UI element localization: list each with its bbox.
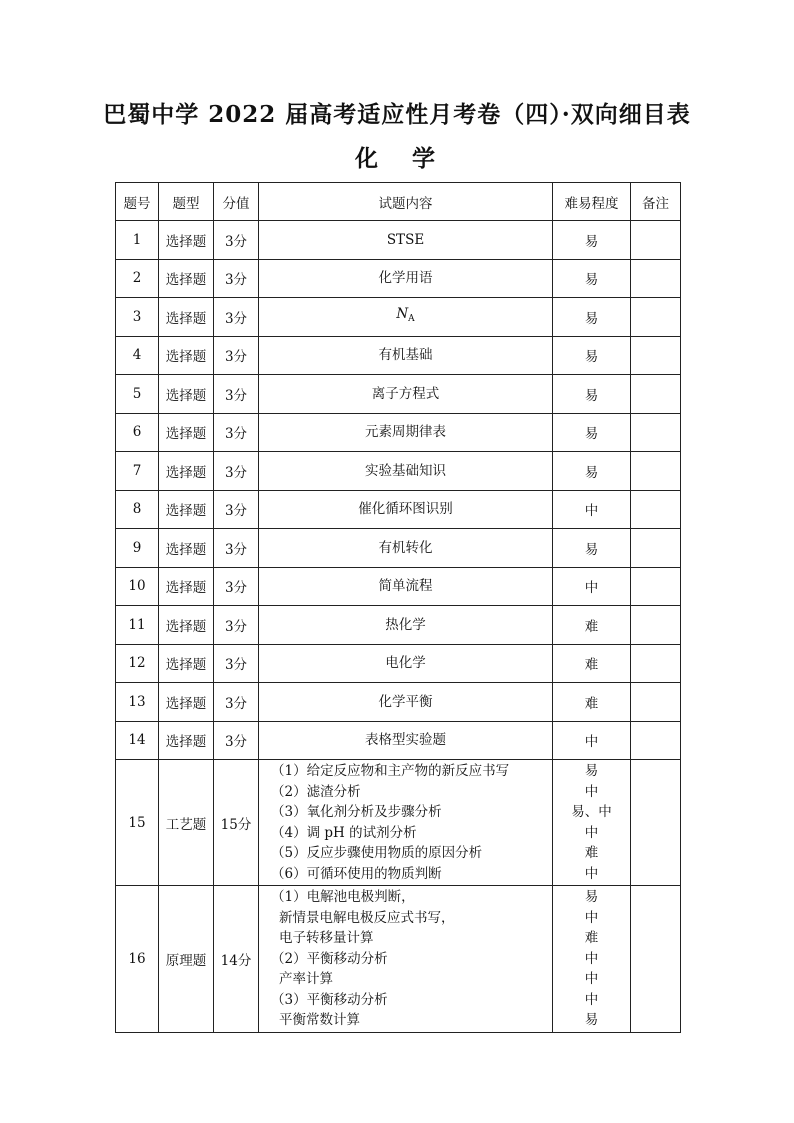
cell-num: 3 [116,298,159,337]
content-line: （3）平衡移动分析 [271,991,388,1008]
cell-num: 7 [116,452,159,491]
cell-num: 5 [116,375,159,414]
header-type: 题型 [159,183,214,221]
cell-level: 易 [553,336,631,375]
level-line: 中 [584,909,599,926]
cell-type: 选择题 [159,529,214,568]
table-row [116,886,681,1033]
content-line: （4）调 pH 的试剂分析 [271,824,417,841]
cell-num: 15 [116,760,159,886]
cell-content: 离子方程式 [259,375,553,414]
cell-num: 14 [116,721,159,760]
header-level: 难易程度 [553,183,631,221]
cell-note [631,644,681,683]
cell-content: 化学用语 [259,259,553,298]
cell-type: 选择题 [159,683,214,722]
content-line: （3）氧化剂分析及步骤分析 [271,804,442,820]
cell-score: 3分 [214,644,259,683]
content-line: （1）给定反应物和主产物的新反应书写 [271,763,510,779]
cell-num: 2 [116,259,159,298]
table-row [116,644,681,683]
cell-level: 中 [553,567,631,606]
cell-content: 催化循环图识别 [259,490,553,529]
cell-content: 有机转化 [259,529,553,568]
table-row [116,413,681,452]
cell-note [631,298,681,337]
cell-content: 实验基础知识 [259,452,553,491]
content-line: （2）平衡移动分析 [271,950,388,967]
cell-score: 3分 [214,567,259,606]
cell-content: 化学平衡 [259,683,553,722]
avogadro-symbol: N [396,306,409,322]
cell-level: 易 [553,529,631,568]
table-row [116,490,681,529]
cell-type: 选择题 [159,490,214,529]
table-row [116,221,681,260]
cell-score: 3分 [214,221,259,260]
table-row [116,336,681,375]
cell-note [631,452,681,491]
table-row [116,683,681,722]
content-line: 产率计算 [279,971,333,987]
cell-score: 3分 [214,490,259,529]
cell-score: 3分 [214,413,259,452]
cell-type: 选择题 [159,644,214,683]
cell-level: 中 [553,490,631,529]
cell-note [631,886,681,1033]
cell-score: 15分 [214,760,259,886]
content-line: 电子转移量计算 [279,930,374,946]
cell-note [631,529,681,568]
header-content: 试题内容 [259,183,553,221]
cell-type: 选择题 [159,259,214,298]
cell-level: 易 [553,298,631,337]
cell-type: 选择题 [159,413,214,452]
cell-note [631,413,681,452]
cell-level [553,760,631,886]
table-header-row [116,183,681,221]
level-line: 中 [584,865,599,882]
cell-note [631,375,681,414]
cell-level: 易 [553,413,631,452]
header-note: 备注 [631,183,681,221]
level-line: 难 [584,845,599,861]
cell-type: 选择题 [159,221,214,260]
level-line: 中 [584,950,599,967]
table-row [116,298,681,337]
cell-num: 8 [116,490,159,529]
cell-type: 工艺题 [159,760,214,886]
content-line: （1）电解池电极判断， [271,889,415,905]
level-line: 中 [584,991,599,1008]
cell-note [631,567,681,606]
cell-note [631,221,681,260]
table-row [116,259,681,298]
level-line: 难 [584,930,599,946]
cell-content: 元素周期律表 [259,413,553,452]
document-title: 巴蜀中学 2022 届高考适应性月考卷（四）·双向细目表 [103,101,691,128]
content-line: （2）滤渣分析 [271,783,361,800]
level-line: 易、中 [571,804,612,820]
cell-note [631,336,681,375]
content-line: 平衡常数计算 [279,1012,360,1028]
cell-type: 选择题 [159,375,214,414]
cell-content [259,760,553,886]
cell-content: STSE [259,221,553,260]
cell-level: 难 [553,683,631,722]
cell-num: 6 [116,413,159,452]
cell-score: 3分 [214,529,259,568]
cell-level: 易 [553,375,631,414]
cell-type: 选择题 [159,567,214,606]
header-score: 分值 [214,183,259,221]
cell-num: 13 [116,683,159,722]
cell-num: 10 [116,567,159,606]
level-line: 中 [584,783,599,800]
table-row [116,567,681,606]
cell-type: 选择题 [159,298,214,337]
cell-note [631,259,681,298]
cell-note [631,606,681,645]
cell-num: 1 [116,221,159,260]
cell-level [553,886,631,1033]
detail-table [115,182,681,1033]
level-line: 易 [584,1012,599,1028]
cell-note [631,721,681,760]
cell-score: 14分 [214,886,259,1033]
cell-content: 有机基础 [259,336,553,375]
cell-content: 热化学 [259,606,553,645]
cell-type: 选择题 [159,452,214,491]
cell-num: 16 [116,886,159,1033]
cell-note [631,490,681,529]
cell-score: 3分 [214,259,259,298]
cell-num: 4 [116,336,159,375]
cell-content [259,886,553,1033]
cell-score: 3分 [214,375,259,414]
cell-level: 难 [553,644,631,683]
cell-note [631,683,681,722]
cell-num: 12 [116,644,159,683]
cell-content: 电化学 [259,644,553,683]
cell-score: 3分 [214,336,259,375]
level-line: 易 [584,763,599,779]
level-line: 易 [584,889,599,905]
content-line: （6）可循环使用的物质判断 [271,865,442,882]
cell-note [631,760,681,886]
cell-level: 易 [553,221,631,260]
table-row [116,375,681,414]
table-row [116,529,681,568]
cell-content: 简单流程 [259,567,553,606]
level-line: 中 [584,824,599,841]
cell-type: 原理题 [159,886,214,1033]
content-line: （5）反应步骤使用物质的原因分析 [271,845,483,861]
avogadro-subscript: A [408,314,415,324]
cell-level: 易 [553,452,631,491]
cell-score: 3分 [214,683,259,722]
table-row [116,721,681,760]
cell-score: 3分 [214,452,259,491]
level-line: 中 [584,971,599,987]
table-row [116,606,681,645]
document-subtitle: 化 学 [354,145,439,172]
table-row [116,452,681,491]
cell-score: 3分 [214,721,259,760]
cell-type: 选择题 [159,336,214,375]
cell-content [259,298,553,337]
cell-num: 11 [116,606,159,645]
table-row [116,760,681,886]
cell-type: 选择题 [159,721,214,760]
cell-content: 表格型实验题 [259,721,553,760]
cell-num: 9 [116,529,159,568]
cell-level: 难 [553,606,631,645]
cell-level: 中 [553,721,631,760]
cell-type: 选择题 [159,606,214,645]
content-line: 新情景电解电极反应式书写， [279,909,455,926]
cell-score: 3分 [214,298,259,337]
cell-level: 易 [553,259,631,298]
header-num: 题号 [116,183,159,221]
cell-score: 3分 [214,606,259,645]
